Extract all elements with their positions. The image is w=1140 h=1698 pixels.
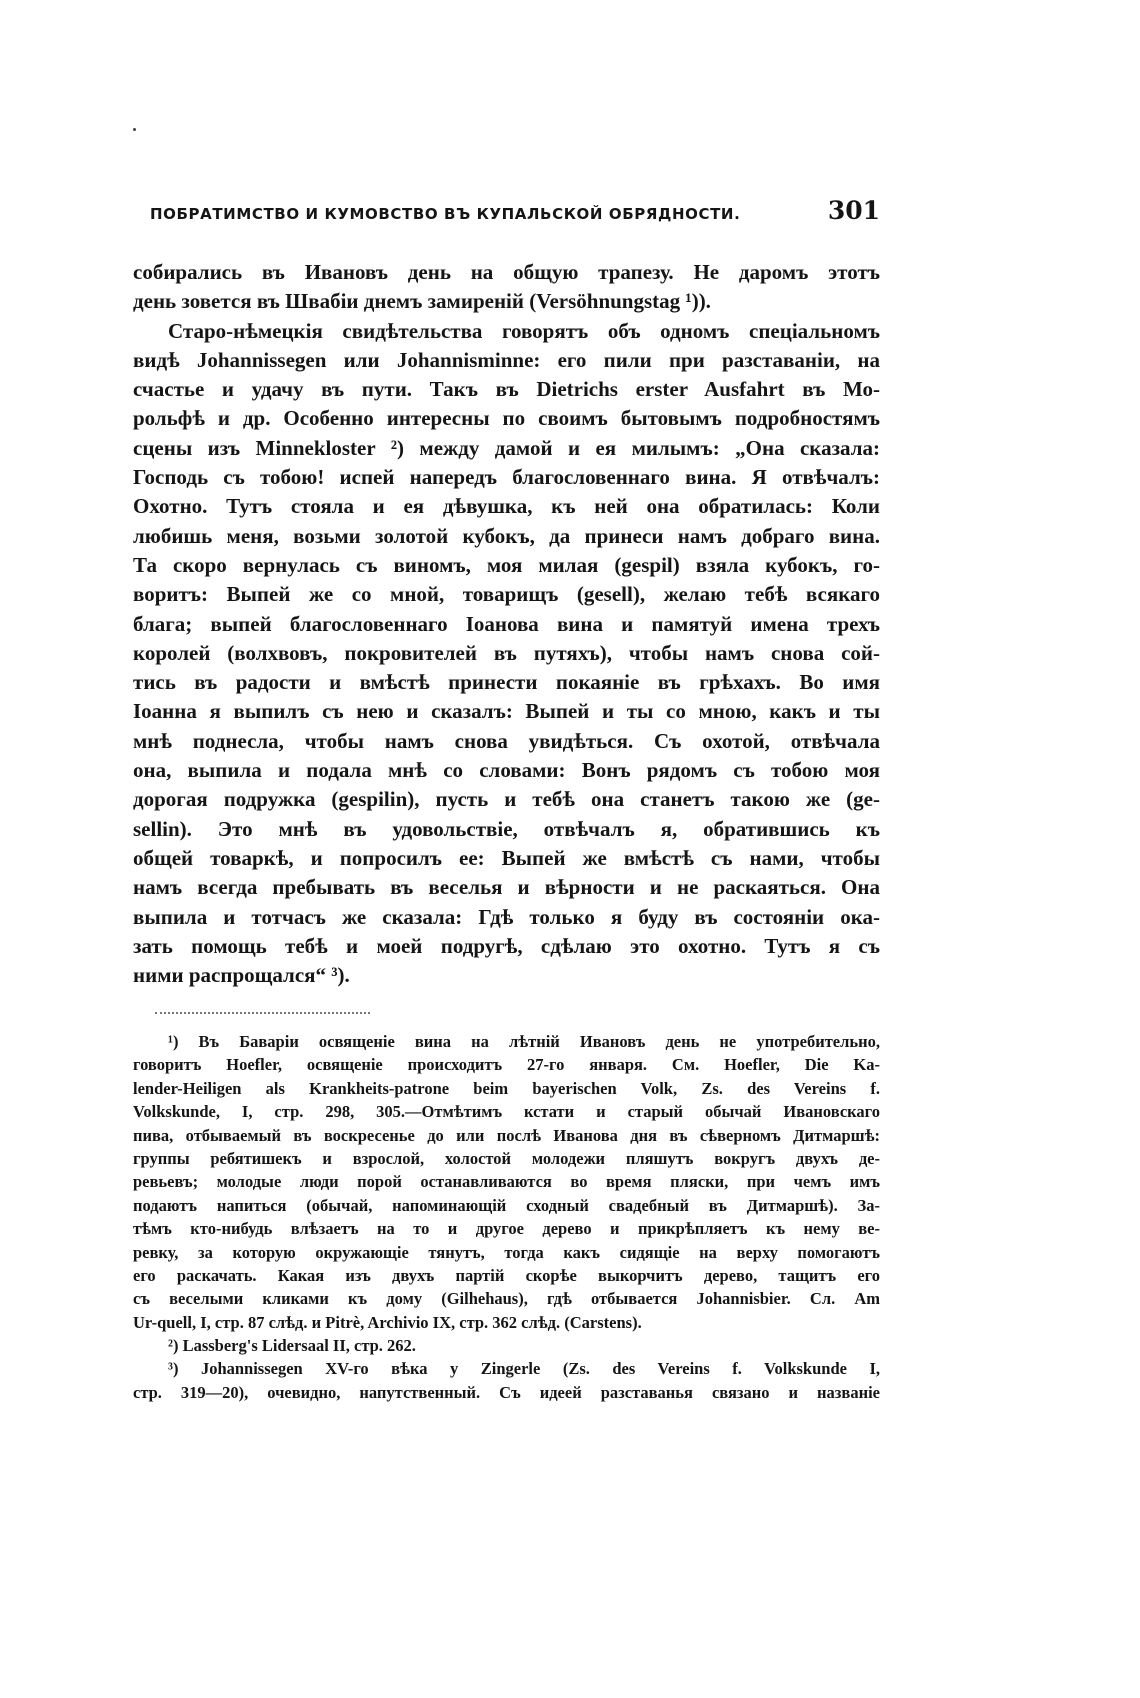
footnote-line: группы ребятишекъ и взрослой, холостой молодежи пляшутъ вокругъ двухъ де- [133, 1148, 880, 1168]
text-line: Господь съ тобою! испей напередъ благословеннаго вина. Я отвѣчалъ: [133, 465, 880, 490]
page-number: 301 [827, 196, 880, 225]
text-line: мнѣ поднесла, чтобы намъ снова увидѣться. Съ охотой, отвѣчала [133, 728, 880, 753]
text-line: сцены изъ Minnekloster ²) между дамой и ея милымъ: „Она сказала: [133, 435, 880, 460]
footnote-line: тѣмъ кто-нибудь влѣзаетъ на то и другое дерево и прикрѣпляетъ къ нему ве- [133, 1219, 880, 1239]
main-text [133, 258, 880, 990]
text-line: зать помощь тебѣ и моей подругѣ, сдѣлаю это охотно. Тутъ я съ [133, 933, 880, 958]
footnote-line: стр. 319—20), очевидно, напутственный. Съ идеей разставанья связано и названіе [133, 1382, 880, 1402]
footnote-line: ¹) Въ Баваріи освященіе вина на лѣтній Ивановъ день не употребительно, [168, 1032, 880, 1051]
text-line: воритъ: Выпей же со мной, товарищъ (gesell), желаю тебѣ всякаго [133, 582, 880, 607]
footnote-line: ревьевъ; молодые люди порой останавливаются во время пляски, при чемъ имъ [133, 1172, 880, 1192]
footnote-line: подаютъ напиться (обычай, напоминающій сходный свадебный въ Дитмаршѣ). За- [133, 1195, 880, 1215]
text-line: Та скоро вернулась съ виномъ, моя милая (gespil) взяла кубокъ, го- [133, 552, 880, 577]
text-line: Іоанна я выпилъ съ нею и сказалъ: Выпей и ты со мною, какъ и ты [133, 699, 880, 724]
text-line: любишь меня, возьми золотой кубокъ, да принеси намъ добраго вина. [133, 523, 880, 548]
footnote-line: ³) Johannissegen XV-го вѣка у Zingerle (Zs. des Vereins f. Volkskunde I, [168, 1359, 880, 1379]
footnote-line: пива, отбываемый въ воскресенье до или послѣ Иванова дня въ сѣверномъ Дитмаршѣ: [133, 1125, 880, 1145]
text-line: блага; выпей благословеннаго Іоанова вина и памятуй имена трехъ [133, 611, 880, 636]
running-head [150, 196, 880, 232]
text-line: видѣ Johannissegen или Johannisminne: его пили при разставаніи, на [133, 347, 880, 372]
text-line: она, выпила и подала мнѣ со словами: Вонъ рядомъ съ тобою моя [133, 758, 880, 783]
print-speck [133, 128, 136, 131]
footnote-line: lender-Heiligen als Krankheits-patrone beim bayerischen Volk, Zs. des Vereins f. [133, 1078, 880, 1098]
text-line: собирались въ Ивановъ день на общую трапезу. Не даромъ этотъ [133, 260, 880, 284]
footnote-line: Volkskunde, I, стр. 298, 305.—Отмѣтимъ кстати и старый обычай Ивановскаго [133, 1102, 880, 1122]
text-line: Охотно. Тутъ стояла и ея дѣвушка, къ ней она обратилась: Коли [133, 494, 880, 519]
footnote-line: ревку, за которую окружающіе тянутъ, тогда какъ сидящіе на верху помогаютъ [133, 1242, 880, 1262]
text-line: sellin). Это мнѣ въ удовольствіе, отвѣчалъ я, обратившись къ [133, 816, 880, 841]
text-line: Старо-нѣмецкія свидѣтельства говорятъ объ одномъ спеціальномъ [168, 318, 880, 343]
footnote-line: говоритъ Hoefler, освященіе происходитъ 27-го января. См. Hoefler, Die Ka- [133, 1055, 880, 1075]
text-line: общей товаркѣ, и попросилъ ее: Выпей же вмѣстѣ съ нами, чтобы [133, 845, 880, 870]
text-line: тись въ радости и вмѣстѣ принести покаяніе въ грѣхахъ. Во имя [133, 670, 880, 695]
text-line: намъ всегда пребывать въ веселья и вѣрности и не раскаяться. Она [133, 875, 880, 900]
footnote-line: съ веселыми кликами къ дому (Gilhehaus), гдѣ отбывается Johannisbier. Cл. Am [133, 1289, 880, 1309]
text-line: выпила и тотчасъ же сказала: Гдѣ только я буду въ состояніи ока- [133, 904, 880, 929]
footnotes [133, 1030, 880, 1404]
footnote-line: его раскачать. Какая изъ двухъ партій скорѣе выкорчитъ дерево, тащитъ его [133, 1265, 880, 1285]
running-title: ПОБРАТИМСТВО И КУМОВСТВО ВЪ КУПАЛЬСКОЙ ОБРЯДНОСТИ. [150, 205, 741, 223]
footnote-separator [155, 1012, 370, 1014]
text-line: ними распрощался“ ³). [133, 963, 350, 988]
text-line: день зовется въ Швабіи днемъ замиреній (Versöhnungstag ¹)). [133, 289, 711, 314]
text-line: счастье и удачу въ пути. Такъ въ Dietrichs erster Ausfahrt въ Мо- [133, 377, 880, 402]
text-line: дорогая подружка (gespilin), пусть и тебѣ она станетъ такою же (ge- [133, 787, 880, 812]
text-line: королей (волхвовъ, покровителей въ путяхъ), чтобы намъ снова сой- [133, 640, 880, 665]
footnote-line: Ur-quell, I, стр. 87 слѣд. и Pitrè, Archivio IX, стр. 362 слѣд. (Carstens). [133, 1312, 642, 1332]
footnote-line: ²) Lassberg's Lidersaal II, стр. 262. [168, 1336, 416, 1356]
text-line: рольфѣ и др. Особенно интересны по своимъ бытовымъ подробностямъ [133, 406, 880, 431]
